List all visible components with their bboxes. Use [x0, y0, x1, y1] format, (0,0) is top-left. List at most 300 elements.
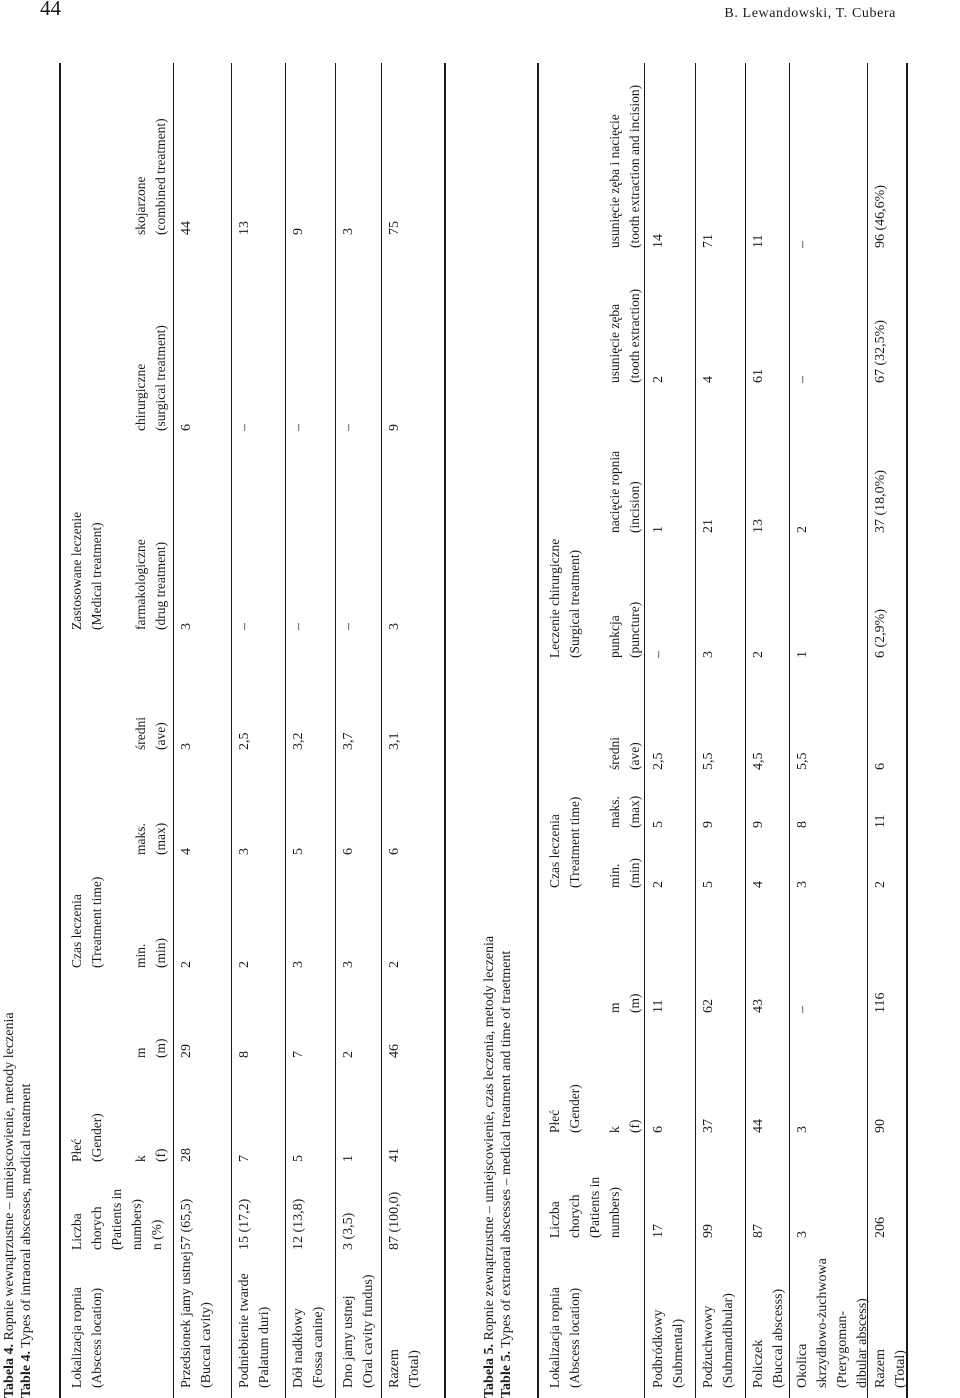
table4-caption-en: [19, 1084, 34, 1398]
row-label-line: (Palatum duri): [257, 1306, 272, 1388]
table-cell: [235, 1051, 255, 1058]
row-rule: [335, 63, 336, 1398]
table-cell: [339, 848, 359, 855]
header-ave-line: (ave): [153, 722, 168, 750]
header-male-line: m: [607, 1002, 622, 1013]
table-cell-line: 6: [341, 848, 356, 855]
table-cell-line: 11: [873, 814, 888, 828]
table-cell-line: 2: [651, 881, 666, 888]
table-cell: [385, 1044, 405, 1058]
table-cell-line: 8: [237, 1051, 252, 1058]
table-cell: [339, 424, 359, 431]
header-time-line: (Treatment time): [567, 796, 582, 888]
table-cell-line: 3: [701, 651, 716, 658]
table-cell: [235, 1155, 255, 1162]
table-cell-line: 3: [179, 623, 194, 630]
table-cell-line: 4: [701, 376, 716, 383]
table-cell: [339, 1213, 359, 1250]
row-rule: [381, 63, 382, 1398]
header-ave: [605, 737, 645, 770]
header-rule: [173, 63, 174, 1398]
table-cell-line: 17: [651, 1224, 666, 1238]
header-patients: [67, 1189, 167, 1250]
running-head: B. Lewandowski, T. Cubera: [724, 6, 896, 21]
table-cell: [749, 235, 769, 248]
table-cell: [871, 1119, 891, 1133]
caption-label: Table 4.: [19, 1351, 34, 1398]
table-cell: [749, 1224, 769, 1238]
table-cell: [385, 733, 405, 751]
table-cell-line: 11: [651, 999, 666, 1013]
header-puncture-line: punkcja: [607, 615, 622, 658]
table-cell: [177, 743, 197, 750]
page-number: 44: [40, 0, 61, 20]
table-cell: [749, 1119, 769, 1133]
header-female-line: (f): [627, 1119, 642, 1133]
table-cell: [385, 848, 405, 855]
header-puncture: [605, 602, 645, 658]
table-cell: [177, 1148, 197, 1162]
table-cell-line: 9: [751, 821, 766, 828]
table-cell-line: 61: [751, 369, 766, 383]
table-cell: [235, 623, 255, 630]
header-gender: [67, 1113, 107, 1162]
table-cell: [699, 881, 719, 888]
table-cell-line: 9: [387, 424, 402, 431]
row-label: [749, 1289, 789, 1388]
row-label-line: (Buccal abscesss): [771, 1288, 786, 1388]
table-cell-line: 5: [651, 821, 666, 828]
table-cell: [235, 848, 255, 855]
header-incision-line: (incision): [627, 481, 642, 533]
table5-caption-en: [499, 951, 514, 1398]
table-cell-line: –: [651, 651, 666, 658]
table-cell: [177, 848, 197, 855]
table-cell-line: –: [291, 424, 306, 431]
table-cell-line: 99: [701, 1224, 716, 1238]
table-cell: [649, 234, 669, 248]
table-cell: [385, 424, 405, 431]
header-female-line: (f): [153, 1148, 168, 1162]
table-cell: [649, 651, 669, 658]
header-location-line: Lokalizacja ropnia: [547, 1287, 562, 1388]
table-cell: [871, 1217, 891, 1238]
row-label: [177, 1251, 217, 1388]
row-label: [649, 1309, 689, 1388]
header-incision-line: nacięcie ropnia: [607, 450, 622, 533]
table-cell-line: 2: [751, 651, 766, 658]
table-cell-line: 3: [387, 623, 402, 630]
header-time-line: Czas leczenia: [69, 894, 84, 968]
table-cell: [235, 424, 255, 431]
table-cell-line: 21: [701, 519, 716, 533]
header-max-line: (max): [627, 795, 642, 828]
header-surgical-line: (Surgical treatment): [567, 549, 582, 658]
header-drug-line: farmakologiczne: [133, 539, 148, 630]
row-label-line: Podniebienie twarde: [237, 1273, 252, 1388]
table-cell-line: 3: [179, 743, 194, 750]
table-cell: [177, 221, 197, 235]
row-rule: [745, 63, 746, 1398]
table-cell-line: 12 (13,8): [291, 1198, 306, 1250]
table-cell-line: 9: [291, 228, 306, 235]
table-cell: [289, 623, 309, 630]
table-cell-line: 3,7: [341, 732, 356, 750]
header-male: [605, 994, 645, 1014]
table-cell-line: –: [237, 424, 252, 431]
caption-text: Types of extraoral abscesses – medical treatment and time of traetment: [499, 950, 514, 1348]
header-min: [605, 858, 645, 888]
row-rule: [789, 63, 790, 1398]
table-5-extraoral-abscesses: [537, 63, 908, 1398]
table-cell-line: 5,5: [701, 752, 716, 770]
table-cell-line: 5,5: [795, 752, 810, 770]
header-treatment: [67, 512, 107, 630]
table-cell-line: 3,1: [387, 732, 402, 750]
table-cell-line: 37: [701, 1119, 716, 1133]
table-cell: [339, 1155, 359, 1162]
table-cell-line: 46: [387, 1044, 402, 1058]
caption-text: Ropnie zewnątrzustne – umiejscowienie, czas leczenia, metody leczenia: [482, 935, 497, 1341]
header-combined: [131, 118, 171, 235]
header-extraction-incision: [605, 85, 645, 248]
table-cell: [235, 221, 255, 235]
row-label: [235, 1273, 275, 1388]
header-patients: [545, 1177, 625, 1238]
header-gender-line: (Gender): [89, 1113, 104, 1162]
table-cell-line: 2: [873, 881, 888, 888]
header-extraction-line: (tooth extraction): [627, 288, 642, 383]
header-gender-line: Płeć: [547, 1109, 562, 1133]
table-cell-line: 3: [341, 961, 356, 968]
table-cell-line: 8: [795, 821, 810, 828]
row-rule: [285, 63, 286, 1398]
table-cell: [793, 821, 813, 828]
table-cell-line: 44: [751, 1119, 766, 1133]
header-gender-line: Płeć: [69, 1138, 84, 1162]
header-extraction-incision-line: usunięcie zęba i nacięcie: [607, 114, 622, 248]
table-cell-line: –: [341, 424, 356, 431]
header-puncture-line: (puncture): [627, 601, 642, 658]
header-treatment-line: (Medical treatment): [89, 522, 104, 630]
table-cell-line: 29: [179, 1044, 194, 1058]
row-label-line: Przedsionek jamy ustnej: [179, 1251, 194, 1388]
table-cell: [793, 241, 813, 248]
header-incision: [605, 451, 645, 533]
table-cell-line: 2: [179, 961, 194, 968]
table-cell: [793, 753, 813, 771]
table-cell: [699, 376, 719, 383]
header-min-line: (min): [153, 938, 168, 968]
header-surgical-line: Leczenie chirurgiczne: [547, 538, 562, 658]
table-cell: [385, 961, 405, 968]
table-cell: [871, 609, 891, 658]
header-male: [131, 1039, 171, 1059]
header-patients-line: chorych: [89, 1206, 104, 1250]
row-label-line: (Pterygoman-: [835, 1311, 850, 1388]
table-cell: [289, 228, 309, 235]
table-cell-line: –: [237, 623, 252, 630]
table-cell: [749, 369, 769, 383]
header-patients-line: numbers): [607, 1187, 622, 1238]
row-label: [699, 1293, 739, 1388]
table-cell-line: 3,2: [291, 732, 306, 750]
header-patients-line: numbers): [129, 1199, 144, 1250]
row-label-line: skrzydłowo-żuchwowa: [815, 1258, 830, 1388]
table-cell: [749, 999, 769, 1013]
table-cell-line: 6: [873, 763, 888, 770]
header-ave: [131, 717, 171, 750]
header-min-line: min.: [133, 943, 148, 968]
table5-caption-pl: [482, 936, 497, 1398]
header-female-line: k: [607, 1126, 622, 1133]
row-label-line: (Submandibular): [721, 1293, 736, 1388]
table-cell: [699, 1224, 719, 1238]
table-cell-line: 1: [795, 651, 810, 658]
table-cell-line: 116: [873, 992, 888, 1013]
row-label-line: (Buccal cavity): [199, 1302, 214, 1388]
table-cell-line: 7: [291, 1051, 306, 1058]
table-cell: [649, 1126, 669, 1133]
table-cell-line: 37 (18,0%): [873, 470, 888, 533]
header-max-line: (max): [153, 822, 168, 855]
table-cell-line: 5: [291, 1155, 306, 1162]
table-cell: [699, 519, 719, 533]
table-cell-line: 3: [795, 881, 810, 888]
table-cell-line: 2: [237, 961, 252, 968]
table-cell-line: 4,5: [751, 752, 766, 770]
table-cell-line: 2: [795, 526, 810, 533]
table-cell: [339, 228, 359, 235]
table-cell-line: 28: [179, 1148, 194, 1162]
table-cell-line: 87: [751, 1224, 766, 1238]
table-cell: [385, 1148, 405, 1162]
table-cell: [649, 821, 669, 828]
header-male-line: m: [133, 1047, 148, 1058]
table-cell: [385, 623, 405, 630]
header-time-line: Czas leczenia: [547, 814, 562, 888]
header-surgical: [545, 539, 585, 658]
header-patients-line: Liczba: [547, 1201, 562, 1238]
header-min: [131, 938, 171, 968]
header-location-line: (Abscess location): [567, 1287, 582, 1388]
header-max-line: maks.: [133, 823, 148, 855]
row-label-line: Podbródkowy: [651, 1309, 666, 1388]
table-cell: [871, 763, 891, 770]
row-label-line: (Fossa canine): [311, 1306, 326, 1388]
header-min-line: min.: [607, 863, 622, 888]
table-cell-line: 2: [387, 961, 402, 968]
header-female: [605, 1120, 645, 1134]
table-cell-line: 206: [873, 1217, 888, 1238]
row-label-line: Podżuchwowy: [701, 1305, 716, 1388]
table-cell-line: 75: [387, 221, 402, 235]
table-cell-line: –: [795, 241, 810, 248]
row-rule: [867, 63, 868, 1398]
header-location: [67, 1287, 107, 1388]
table-cell: [749, 753, 769, 771]
table-cell: [339, 733, 359, 751]
caption-label: Tabela 5.: [482, 1344, 497, 1398]
table-cell: [177, 623, 197, 630]
table-cell-line: 9: [701, 821, 716, 828]
table-cell: [699, 234, 719, 248]
row-label: [793, 1258, 873, 1388]
row-label-line: (Total): [893, 1350, 908, 1388]
table-cell: [871, 185, 891, 248]
table-cell: [871, 815, 891, 828]
table-cell: [793, 1006, 813, 1013]
table-cell-line: 14: [651, 234, 666, 248]
row-label-line: Razem: [873, 1349, 888, 1388]
header-location: [545, 1287, 585, 1388]
header-gender: [545, 1084, 585, 1133]
table-cell-line: 6: [387, 848, 402, 855]
header-max: [131, 823, 171, 855]
header-extraction: [605, 289, 645, 383]
row-label-line: (Oral cavity fundus): [361, 1274, 376, 1388]
table-cell: [699, 821, 719, 828]
table-cell-line: 13: [751, 519, 766, 533]
table-cell-line: 4: [751, 881, 766, 888]
table-cell-line: 62: [701, 999, 716, 1013]
table-cell-line: 44: [179, 221, 194, 235]
header-ave-line: (ave): [627, 742, 642, 770]
table-cell: [649, 526, 669, 533]
header-surgical: [131, 325, 171, 431]
header-combined-line: (combined treatment): [153, 118, 168, 235]
header-male-line: (m): [153, 1038, 168, 1058]
table4-caption-pl: [2, 1012, 17, 1398]
table-cell: [871, 993, 891, 1013]
table-cell: [699, 753, 719, 771]
caption-text: Types of intraoral abscesses, medical treatment: [19, 1083, 34, 1348]
table-cell-line: –: [795, 376, 810, 383]
table-cell-line: 3: [341, 228, 356, 235]
table-cell: [793, 1126, 813, 1133]
header-extraction-line: usunięcie zęba: [607, 303, 622, 383]
table-cell: [289, 1051, 309, 1058]
table-cell-line: 2,5: [651, 752, 666, 770]
table-cell: [793, 376, 813, 383]
table-cell: [289, 733, 309, 751]
table-cell-line: 3 (3,5): [341, 1212, 356, 1250]
table-cell-line: 6: [179, 424, 194, 431]
table-cell-line: 87 (100,0): [387, 1191, 402, 1250]
header-time-line: (Treatment time): [89, 876, 104, 968]
table-cell: [793, 881, 813, 888]
header-patients-line: n (%): [149, 1219, 164, 1250]
table-cell-line: 5: [701, 881, 716, 888]
table-cell-line: 6: [651, 1126, 666, 1133]
table-cell: [289, 1155, 309, 1162]
header-female: [131, 1149, 171, 1163]
table-cell-line: 43: [751, 999, 766, 1013]
header-ave-line: średni: [133, 717, 148, 750]
row-label: [289, 1307, 329, 1388]
table-cell: [699, 999, 719, 1013]
header-max-line: maks.: [607, 796, 622, 828]
table-cell-line: 4: [179, 848, 194, 855]
table-cell: [177, 424, 197, 431]
table-cell-line: 2: [651, 376, 666, 383]
table-cell-line: 7: [237, 1155, 252, 1162]
table-cell-line: 3: [291, 961, 306, 968]
table-cell-line: 3: [795, 1126, 810, 1133]
table-cell-line: 3: [795, 1231, 810, 1238]
table-cell-line: 6 (2,9%): [873, 609, 888, 658]
table-cell: [289, 1199, 309, 1250]
header-rule: [644, 63, 645, 1398]
row-rule: [695, 63, 696, 1398]
row-label-line: Dół nadkłowy: [291, 1308, 306, 1388]
table-cell-line: 57 (65,5): [179, 1198, 194, 1250]
row-label-line: dibular abscess): [855, 1298, 870, 1388]
table-cell: [649, 753, 669, 771]
table-cell: [749, 881, 769, 888]
row-label-line: (Submental): [671, 1318, 686, 1388]
table-cell: [385, 1192, 405, 1250]
row-label-line: (Total): [407, 1350, 422, 1388]
table-cell: [871, 470, 891, 533]
table-cell: [649, 376, 669, 383]
header-patients-line: chorych: [567, 1194, 582, 1238]
header-location-line: Lokalizacja ropnia: [69, 1287, 84, 1388]
row-label-line: Okolica: [795, 1343, 810, 1388]
header-time: [545, 797, 585, 888]
table-cell: [339, 961, 359, 968]
header-patients-line: (Patients in: [109, 1188, 124, 1250]
table-4-intraoral-abscesses: [59, 63, 446, 1398]
row-label-line: Dno jamy ustnej: [341, 1295, 356, 1388]
header-time: [67, 877, 107, 968]
header-ave-line: średni: [607, 737, 622, 770]
table-cell: [871, 320, 891, 383]
table-cell: [749, 651, 769, 658]
header-surgical-line: chirurgiczne: [133, 363, 148, 431]
table-cell: [793, 651, 813, 658]
table-cell: [649, 1224, 669, 1238]
table-cell-line: –: [341, 623, 356, 630]
row-label: [385, 1349, 425, 1388]
table-cell-line: 1: [341, 1155, 356, 1162]
header-male-line: (m): [627, 993, 642, 1013]
table-cell: [793, 1231, 813, 1238]
table-cell-line: 13: [237, 221, 252, 235]
header-patients-line: Liczba: [69, 1213, 84, 1250]
table-cell-line: 90: [873, 1119, 888, 1133]
header-drug-line: (drug treatment): [153, 541, 168, 630]
table-cell: [649, 881, 669, 888]
table-cell-line: 1: [651, 526, 666, 533]
table-cell-line: 71: [701, 234, 716, 248]
table-cell: [871, 881, 891, 888]
table-cell: [289, 424, 309, 431]
caption-text: Ropnie wewnątrzustne – umiejscowienie, metody leczenia: [2, 1012, 17, 1341]
table-cell-line: 96 (46,6%): [873, 185, 888, 248]
header-surgical-line: (surgical treatment): [153, 325, 168, 431]
table-cell: [289, 961, 309, 968]
table-cell: [177, 1199, 197, 1250]
table-cell: [339, 623, 359, 630]
table-cell: [699, 651, 719, 658]
header-location-line: (Abscess location): [89, 1287, 104, 1388]
table-cell: [235, 733, 255, 751]
row-label-line: Razem: [387, 1349, 402, 1388]
header-treatment-line: Zastosowane leczenie: [69, 511, 84, 630]
table-cell-line: 67 (32,5%): [873, 320, 888, 383]
table-cell: [289, 848, 309, 855]
